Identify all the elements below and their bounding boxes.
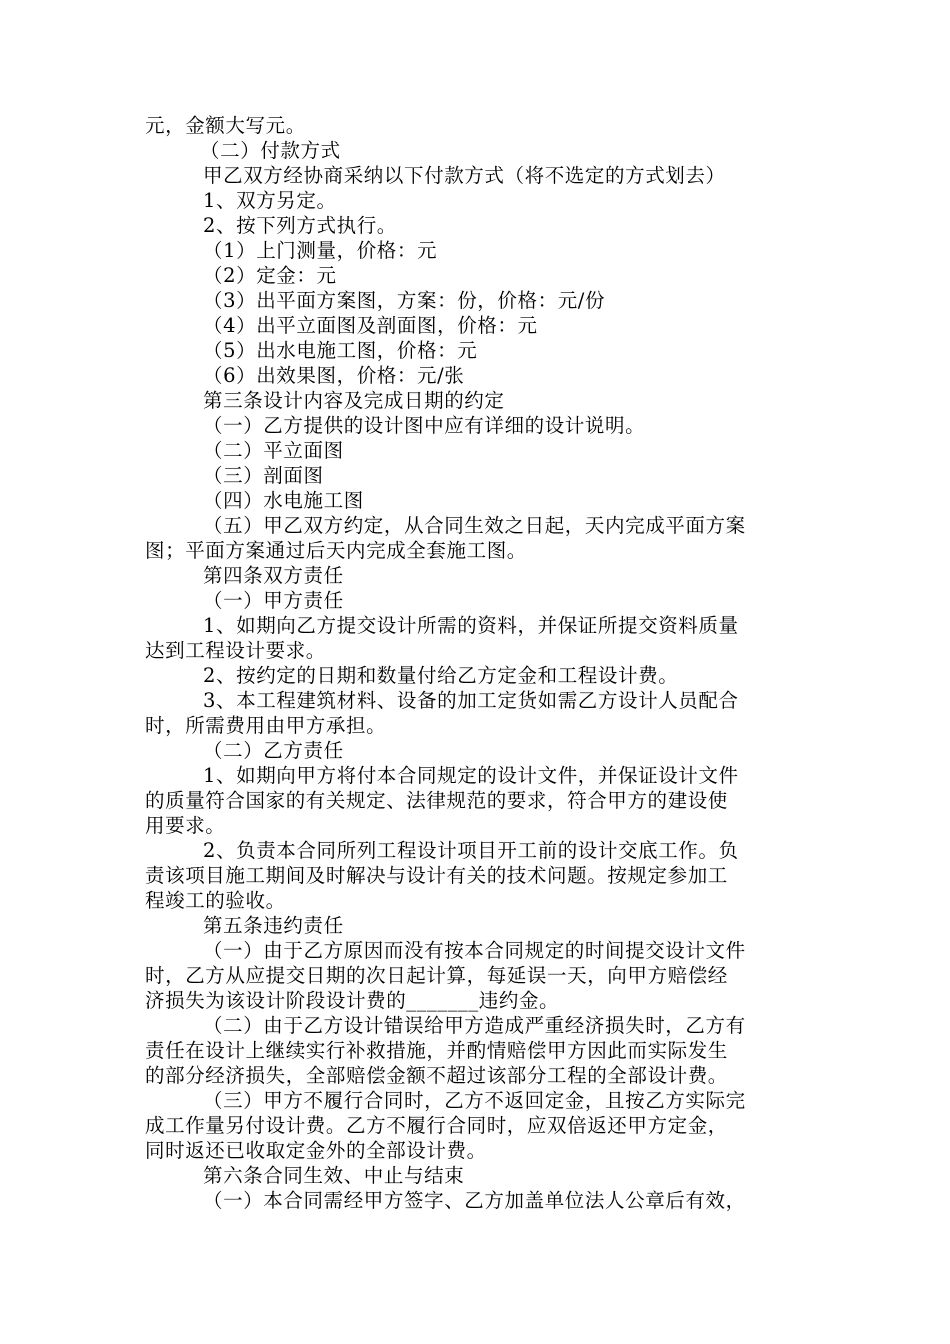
text-line: （四）水电施工图 <box>203 489 364 512</box>
text-line: 元，金额大写元。 <box>145 114 306 137</box>
text-line: 的部分经济损失，全部赔偿金额不超过该部分工程的全部设计费。 <box>145 1064 728 1087</box>
text-line: （一）乙方提供的设计图中应有详细的设计说明。 <box>203 414 646 437</box>
text-line: （5）出水电施工图，价格：元 <box>203 339 478 362</box>
text-line: （一）本合同需经甲方签字、乙方加盖单位法人公章后有效， <box>203 1189 746 1212</box>
text-line: 济损失为该设计阶段设计费的_______违约金。 <box>145 989 560 1012</box>
text-line: 图；平面方案通过后天内完成全套施工图。 <box>145 539 527 562</box>
text-line: （2）定金：元 <box>203 264 337 287</box>
text-line: 3、本工程建筑材料、设备的加工定货如需乙方设计人员配合 <box>203 689 739 712</box>
text-line: 2、按约定的日期和数量付给乙方定金和工程设计费。 <box>203 664 679 687</box>
text-line: 的质量符合国家的有关规定、法律规范的要求，符合甲方的建设使 <box>145 789 728 812</box>
text-line: （3）出平面方案图，方案：份，价格：元/份 <box>203 289 606 312</box>
text-line: 成工作量另付设计费。乙方不履行合同时，应双倍返还甲方定金， <box>145 1114 728 1137</box>
text-line: （6）出效果图，价格：元/张 <box>203 364 465 387</box>
section-heading: 第六条合同生效、中止与结束 <box>203 1164 465 1187</box>
text-line: （二）平立面图 <box>203 439 344 462</box>
section-heading: 第三条设计内容及完成日期的约定 <box>203 389 505 412</box>
text-line: 时，所需费用由甲方承担。 <box>145 714 387 737</box>
text-line: （二）由于乙方设计错误给甲方造成严重经济损失时，乙方有 <box>203 1014 746 1037</box>
text-line: 达到工程设计要求。 <box>145 639 326 662</box>
text-line: （三）甲方不履行合同时，乙方不返回定金，且按乙方实际完 <box>203 1089 746 1112</box>
text-line: （五）甲乙双方约定，从合同生效之日起，天内完成平面方案 <box>203 514 746 537</box>
text-line: （一）甲方责任 <box>203 589 344 612</box>
text-line: （二）乙方责任 <box>203 739 344 762</box>
text-line: 时，乙方从应提交日期的次日起计算，每延误一天，向甲方赔偿经 <box>145 964 728 987</box>
text-line: 1、如期向甲方将付本合同规定的设计文件，并保证设计文件 <box>203 764 739 787</box>
text-line: （一）由于乙方原因而没有按本合同规定的时间提交设计文件 <box>203 939 746 962</box>
section-heading: 第四条双方责任 <box>203 564 344 587</box>
text-line: 责任在设计上继续实行补救措施，并酌情赔偿甲方因此而实际发生 <box>145 1039 728 1062</box>
text-line: （1）上门测量，价格：元 <box>203 239 438 262</box>
text-line: 程竣工的验收。 <box>145 889 286 912</box>
text-line: 责该项目施工期间及时解决与设计有关的技术问题。按规定参加工 <box>145 864 728 887</box>
text-line: 2、负责本合同所列工程设计项目开工前的设计交底工作。负 <box>203 839 739 862</box>
text-line: 同时返还已收取定金外的全部设计费。 <box>145 1139 487 1162</box>
text-line: 甲乙双方经协商采纳以下付款方式（将不选定的方式划去） <box>203 164 726 187</box>
text-line: 用要求。 <box>145 814 226 837</box>
text-line: 1、双方另定。 <box>203 189 337 212</box>
text-line: （三）剖面图 <box>203 464 324 487</box>
text-line: （4）出平立面图及剖面图，价格：元 <box>203 314 538 337</box>
text-line: 1、如期向乙方提交设计所需的资料，并保证所提交资料质量 <box>203 614 739 637</box>
section-heading: 第五条违约责任 <box>203 914 344 937</box>
text-line: （二）付款方式 <box>200 139 341 162</box>
text-line: 2、按下列方式执行。 <box>203 214 397 237</box>
